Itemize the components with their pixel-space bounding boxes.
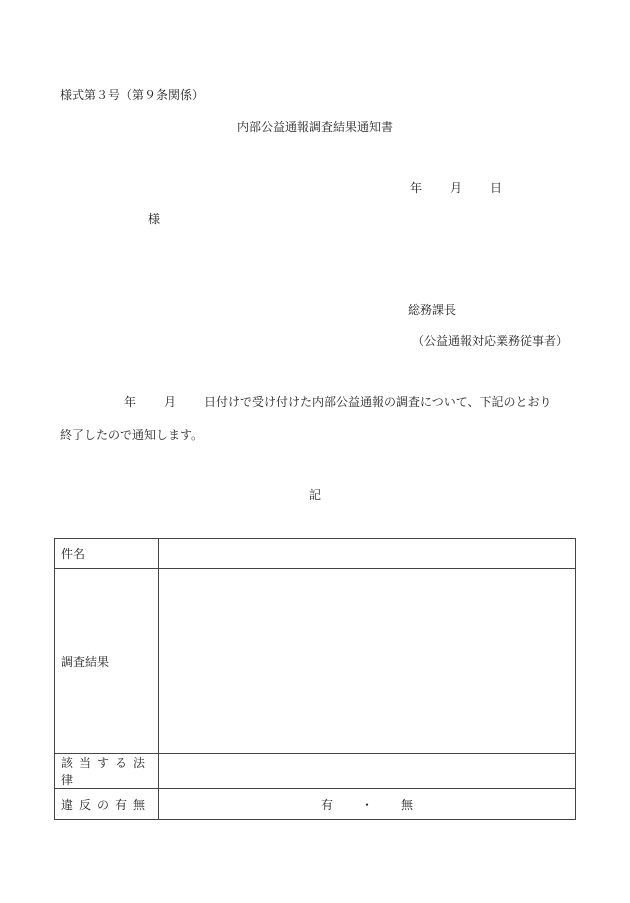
law-value[interactable] [159, 754, 576, 789]
addressee-honorific: 様 [148, 212, 161, 226]
violation-no[interactable]: 無 [401, 797, 414, 812]
violation-yes[interactable]: 有 [320, 797, 333, 812]
violation-separator: ・ [360, 797, 373, 812]
violation-label: 違反の有無 [55, 789, 159, 820]
form-number: 様式第３号（第９条関係） [60, 88, 205, 102]
table-row-subject [55, 539, 576, 569]
body-line-1 [124, 393, 552, 410]
table-row-violation [55, 789, 576, 820]
law-label: 該当する法律 [55, 754, 159, 789]
date-line [410, 179, 502, 196]
violation-choices [159, 789, 576, 820]
ki-heading: 記 [308, 488, 321, 502]
sender-subtitle: （公益通報対応業務従事者） [412, 334, 569, 348]
table-row-law [55, 754, 576, 789]
date-day: 日 [490, 181, 503, 195]
result-value[interactable] [159, 569, 576, 754]
body-line-1-rest: 日付けで受け付けた内部公益通報の調査について、下記のとおり [204, 395, 552, 409]
result-table [54, 538, 576, 820]
subject-label: 件名 [55, 539, 159, 569]
document-title: 内部公益通報調査結果通知書 [236, 120, 393, 134]
body-year: 年 [124, 395, 137, 409]
body-month: 月 [164, 395, 177, 409]
result-label: 調査結果 [55, 569, 159, 754]
date-month: 月 [450, 181, 463, 195]
body-line-2: 終了したので通知します。 [60, 428, 204, 442]
table-row-result [55, 569, 576, 754]
date-year: 年 [410, 181, 423, 195]
sender-title: 総務課長 [408, 303, 457, 317]
subject-value[interactable] [159, 539, 576, 569]
